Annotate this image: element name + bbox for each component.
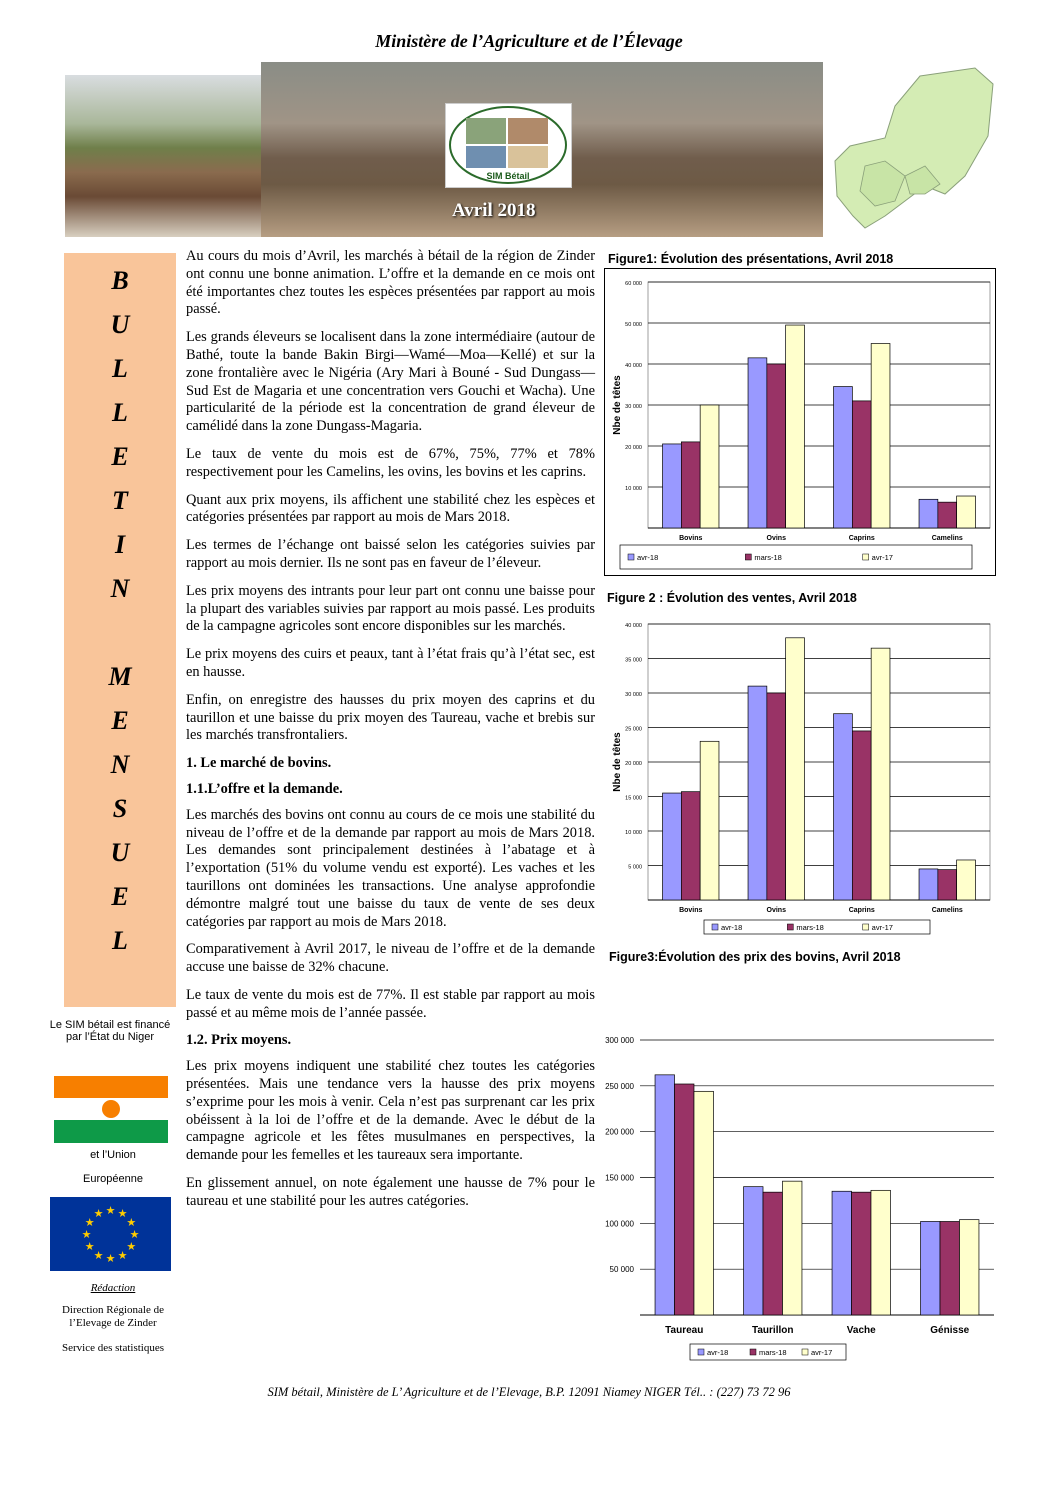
paragraph: Les prix moyens des intrants pour leur part ont connu une baisse pour la plupart des variables suivies par rapport au mois passé. Les produits de la campagne agricoles sont encore disponibles sur les marchés.: [186, 582, 595, 635]
ministry-title: Ministère de l’Agriculture et de l’Élevage: [375, 31, 683, 51]
x-tick-label: Ovins: [766, 535, 786, 542]
banner-letter: L: [112, 354, 128, 383]
bar-avr-18: [834, 387, 853, 528]
y-tick-label: 150 000: [605, 1173, 634, 1183]
eu-star-icon: ★: [93, 1208, 104, 1221]
union-label: et l’Union: [90, 1149, 136, 1161]
europeenne-label: Européenne: [83, 1173, 143, 1185]
eu-star-icon: ★: [81, 1229, 92, 1241]
y-tick-label: 40 000: [625, 363, 642, 369]
legend-swatch: [863, 924, 869, 930]
y-tick-label: 200 000: [605, 1127, 634, 1137]
banner-letter: L: [112, 398, 128, 427]
bar-mars-18: [681, 442, 700, 528]
figure3-chart: [600, 970, 1000, 1365]
bar-avr-17: [957, 496, 976, 528]
banner-letter: E: [111, 882, 129, 911]
figure2-title: Figure 2 : Évolution des ventes, Avril 2018: [607, 591, 857, 605]
bar-avr-18: [832, 1191, 851, 1315]
banner-letter: N: [110, 574, 130, 603]
bar-avr-18: [663, 793, 682, 900]
y-tick-label: 5 000: [628, 864, 642, 871]
legend-label: avr-17: [811, 1348, 833, 1357]
legend-label: avr-17: [871, 923, 893, 932]
banner-letter: L: [112, 926, 128, 955]
paragraph: Au cours du mois d’Avril, les marchés à bétail de la région de Zinder ont connu une bonne animation. L’offre et la demande en ce mois ont été importantes chez toutes les espèces présentées par rapport au mois passé.: [186, 248, 595, 318]
x-tick-label: Camelins: [931, 907, 963, 914]
bar-mars-18: [852, 401, 871, 528]
bar-mars-18: [938, 870, 957, 900]
bar-avr-17: [871, 1190, 890, 1315]
bar-avr-18: [655, 1075, 674, 1315]
x-tick-label: Vache: [846, 1325, 876, 1336]
legend-swatch: [787, 924, 793, 930]
cattle-photo-left: [65, 75, 261, 237]
bar-mars-18: [852, 731, 871, 900]
footer-address: SIM bétail, Ministère de L’ Agriculture et de l’Elevage, B.P. 12091 Niamey NIGER Tél.. : (227) 73 72 96: [267, 1385, 791, 1399]
sim-betail-logo: [445, 103, 572, 188]
banner-letter: I: [114, 530, 126, 559]
paragraph: Les prix moyens indiquent une stabilité chez toutes les catégories présentées. Mais une tendance vers la hausse des prix moyens s’exprime pour les mois à venir. Cela n’est pas surprenant car les prix obéissent à la loi de l’offre et de la demande. Avec le début de la campagne agricole et les fêtes musulmanes en perspectives, la demande pour les femelles et les taureaux sera importante.: [186, 1058, 595, 1164]
bar-avr-17: [782, 1181, 801, 1315]
subsection-heading: 1.1.L’offre et la demande.: [186, 780, 343, 797]
section-heading: 1. Le marché de bovins.: [186, 755, 332, 772]
bar-avr-17: [700, 741, 719, 900]
eu-flag: [50, 1197, 171, 1271]
bar-mars-18: [767, 693, 786, 900]
niger-map: [825, 66, 995, 234]
figure1-chart: [604, 268, 996, 576]
eu-star-icon: ★: [126, 1241, 137, 1253]
legend-label: avr-17: [871, 553, 893, 562]
legend-swatch: [698, 1349, 704, 1355]
bar-avr-17: [700, 405, 719, 528]
x-tick-label: Bovins: [679, 535, 703, 542]
y-tick-label: 300 000: [605, 1036, 634, 1045]
y-tick-label: 100 000: [605, 1219, 634, 1229]
bar-avr-17: [694, 1091, 713, 1315]
y-tick-label: 20 000: [625, 761, 642, 767]
service-statistiques: Service des statistiques: [61, 1342, 165, 1354]
bar-avr-17: [959, 1220, 978, 1315]
legend-swatch: [750, 1349, 756, 1355]
issue-date: Avril 2018: [452, 200, 536, 221]
bar-mars-18: [763, 1192, 782, 1315]
y-tick-label: 15 000: [625, 795, 642, 802]
x-tick-label: Bovins: [679, 907, 703, 914]
article-body: [186, 248, 595, 1221]
legend-label: avr-18: [707, 1348, 729, 1357]
bar-avr-18: [919, 869, 938, 900]
bulletin-mensuel-banner: [64, 253, 176, 1007]
paragraph: Le prix moyens des cuirs et peaux, tant à l’état frais qu’à l’état sec, est en hausse.: [186, 646, 595, 680]
bar-avr-17: [786, 638, 805, 900]
paragraph: Les termes de l’échange ont baissé selon les catégories suivies par rapport au mois dernier. Ils ne sont pas en faveur de l’éleveur.: [186, 537, 595, 571]
eu-star-icon: ★: [129, 1229, 140, 1241]
paragraph: Le taux de vente du mois est de 77%. Il est stable par rapport au mois passé et au même mois de l’année passée.: [186, 986, 595, 1021]
y-tick-label: 10 000: [625, 830, 642, 836]
bar-avr-17: [786, 325, 805, 528]
y-tick-label: 30 000: [625, 404, 642, 410]
logo-text: SIM Bétail: [486, 171, 530, 181]
banner-letter: U: [110, 310, 130, 339]
x-tick-label: Taurillon: [752, 1325, 794, 1336]
subsection-heading: 1.2. Prix moyens.: [186, 1032, 292, 1049]
bar-mars-18: [940, 1222, 959, 1316]
x-tick-label: Génisse: [930, 1325, 970, 1336]
bar-avr-18: [921, 1222, 940, 1316]
bar-mars-18: [938, 502, 957, 528]
eu-star-icon: ★: [84, 1217, 95, 1229]
paragraph: En glissement annuel, on note également une hausse de 7% pour le taureau et une stabilité pour les autres catégories.: [186, 1175, 595, 1209]
y-tick-label: 20 000: [625, 445, 642, 451]
legend-swatch: [745, 554, 751, 560]
figure1-title: Figure1: Évolution des présentations, Avril 2018: [608, 252, 894, 266]
y-axis-label: Nbe de têtes: [612, 375, 623, 435]
redaction-label: Rédaction: [90, 1282, 136, 1294]
y-tick-label: 40 000: [625, 623, 642, 629]
bar-avr-18: [834, 714, 853, 900]
niger-flag: [54, 1076, 168, 1143]
eu-star-icon: ★: [84, 1241, 95, 1253]
y-tick-label: 60 000: [625, 281, 642, 287]
eu-star-icon: ★: [117, 1208, 128, 1221]
paragraph: Enfin, on enregistre des hausses du prix moyen des caprins et du taurillon et une baisse du prix moyen des Taureau, vache et brebis sur les marchés transfrontaliers.: [186, 691, 595, 744]
bar-avr-18: [919, 499, 938, 528]
banner-letter: B: [111, 266, 129, 295]
legend: [620, 545, 972, 569]
x-tick-label: Caprins: [848, 535, 875, 542]
y-tick-label: 50 000: [625, 322, 642, 328]
bar-mars-18: [767, 364, 786, 528]
legend-label: avr-18: [721, 923, 743, 932]
bar-avr-17: [957, 860, 976, 900]
y-tick-label: 30 000: [625, 692, 642, 698]
eu-star-icon: ★: [117, 1249, 128, 1262]
eu-star-icon: ★: [105, 1253, 116, 1265]
redaction-org: Direction Régionale de l’Elevage de Zinder: [61, 1304, 165, 1329]
y-tick-label: 25 000: [625, 726, 642, 733]
figure3-title: Figure3:Évolution des prix des bovins, Avril 2018: [609, 950, 901, 964]
bar-avr-18: [663, 444, 682, 528]
legend-label: mars-18: [754, 553, 782, 562]
x-tick-label: Taureau: [665, 1325, 704, 1336]
legend-swatch: [863, 554, 869, 560]
x-tick-label: Caprins: [848, 907, 875, 914]
y-tick-label: 10 000: [625, 486, 642, 492]
banner-letter: T: [112, 486, 128, 515]
y-tick-label: 250 000: [605, 1081, 634, 1091]
bar-avr-17: [871, 648, 890, 900]
eu-star-icon: ★: [93, 1249, 104, 1262]
x-tick-label: Ovins: [766, 907, 786, 914]
banner-letter: S: [112, 794, 128, 823]
legend-label: mars-18: [796, 923, 824, 932]
banner-letter: U: [110, 838, 130, 867]
eu-star-icon: ★: [105, 1205, 116, 1217]
bar-avr-18: [748, 686, 767, 900]
legend-swatch: [802, 1349, 808, 1355]
legend-label: mars-18: [759, 1348, 787, 1357]
paragraph: Comparativement à Avril 2017, le niveau de l’offre et de la demande accuse une baisse de 32% chacune.: [186, 941, 595, 976]
bar-avr-18: [748, 358, 767, 528]
banner-letter: E: [111, 442, 129, 471]
paragraph: Les grands éleveurs se localisent dans la zone intermédiaire (autour de Bathé, toute la bande Bakin Birgi—Wamé—Moa—Kellé) et sur la zone frontalière avec le Nigéria (Ary Mari à Bouné - Sud Dungass—Sud Est de Magaria et une concentration vers Gouchi et Wacha). Une particularité de la période est la concentration de grand éleveur de camélidé dans la zone Dungass-Magaria.: [186, 329, 595, 435]
banner-letter: M: [108, 662, 132, 691]
y-axis-label: Nbe de têtes: [612, 732, 623, 792]
bar-avr-17: [871, 344, 890, 529]
y-tick-label: 35 000: [625, 657, 642, 664]
banner-letter: N: [110, 750, 130, 779]
funding-note: Le SIM bétail est financé par l’État du Niger: [49, 1019, 171, 1043]
bar-avr-18: [744, 1187, 763, 1315]
banner-letter: E: [111, 706, 129, 735]
y-tick-label: 50 000: [609, 1265, 634, 1275]
paragraph: Le taux de vente du mois est de 67%, 75%, 77% et 78% respectivement pour les Camelins, les ovins, les bovins et les caprins.: [186, 445, 595, 480]
x-tick-label: Camelins: [931, 535, 963, 542]
eu-star-icon: ★: [126, 1217, 137, 1229]
legend-swatch: [712, 924, 718, 930]
legend-label: avr-18: [637, 553, 659, 562]
paragraph: Les marchés des bovins ont connu au cours de ce mois une stabilité du niveau de l’offre et de la demande par rapport au mois de Mars 2018. Les demandes sont principalement destinées à l’abatage et à l’exportation (51% du volume vendu est exporté). Les vaches et les taurillons ont dominées les transactions. Une analyse approfondie démontre malgré tout une baisse du taux de vente de ses deux catégories par rapport au mois de Mars 2018.: [186, 806, 595, 930]
bar-mars-18: [675, 1084, 694, 1315]
paragraph: Quant aux prix moyens, ils affichent une stabilité chez les espèces et catégories présentées par rapport au mois de Mars 2018.: [186, 491, 595, 526]
legend-swatch: [628, 554, 634, 560]
bar-mars-18: [681, 792, 700, 900]
figure2-chart: [604, 610, 996, 942]
banner-letter: [64, 611, 176, 655]
bar-mars-18: [852, 1192, 871, 1315]
